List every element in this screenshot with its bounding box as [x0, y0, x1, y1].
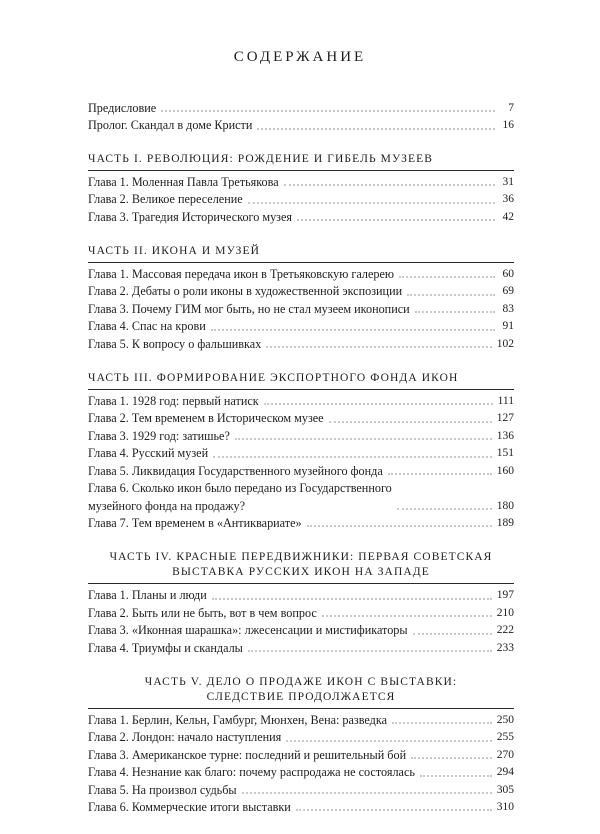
- toc-entry-page: 270: [496, 748, 514, 761]
- part-title[interactable]: ЧАСТЬ II. ИКОНА И МУЗЕЙ: [88, 244, 514, 263]
- dot-leader: [248, 650, 492, 652]
- toc-entry-page: 305: [496, 783, 514, 796]
- toc-intro-section: [88, 100, 514, 135]
- toc-entry-prologue[interactable]: [88, 117, 514, 134]
- toc-entry-label: Глава 6. Сколько икон было передано из Государственного музейного фонда на продажу?: [88, 481, 392, 513]
- toc-entry[interactable]: [88, 283, 514, 300]
- toc-entry-label: Глава 1. Моленная Павла Третьякова: [88, 174, 279, 189]
- toc-entry[interactable]: [88, 640, 514, 657]
- toc-entry-page: 197: [496, 589, 514, 602]
- toc-entry-label: Глава 1. 1928 год: первый натиск: [88, 394, 259, 409]
- toc-entry-page: 31: [502, 175, 514, 188]
- toc-entry-label: Пролог. Скандал в доме Кристи: [88, 118, 253, 133]
- toc-part-1: [88, 152, 514, 226]
- toc-entry[interactable]: [88, 463, 514, 480]
- toc-entry-label: Глава 4. Русский музей: [88, 446, 209, 461]
- toc-entry-label: Глава 3. Трагедия Исторического музея: [88, 209, 293, 224]
- dot-leader: [392, 722, 492, 724]
- toc-entry[interactable]: [88, 622, 514, 639]
- toc-entry-label: Глава 3. Американское турне: последний и решительный бой: [88, 747, 407, 762]
- toc-entry[interactable]: [88, 393, 514, 410]
- dot-leader: [420, 775, 492, 777]
- toc-entry-label: Глава 2. Тем временем в Историческом музее: [88, 411, 324, 426]
- dot-leader: [411, 757, 492, 759]
- toc-entry-label: Глава 7. Тем временем в «Антиквариате»: [88, 515, 302, 530]
- page-title: содержание: [233, 42, 367, 66]
- toc-entry-label: Глава 2. Великое переселение: [88, 192, 243, 207]
- toc-entry-label: Глава 1. Планы и люди: [88, 588, 207, 603]
- toc-entry-page: 210: [496, 606, 514, 619]
- toc-entry-page: 42: [502, 210, 514, 223]
- toc-entry-label: Глава 1. Берлин, Кельн, Гамбург, Мюнхен, Вена: разведка: [88, 712, 388, 727]
- toc-entry-page: 180: [496, 499, 514, 512]
- toc-entry-page: 16: [502, 119, 514, 132]
- dot-leader: [388, 473, 492, 475]
- toc-entry[interactable]: [88, 747, 514, 764]
- dot-leader: [248, 202, 495, 204]
- dot-leader: [211, 329, 495, 331]
- dot-leader: [407, 294, 495, 296]
- dot-leader: [296, 809, 492, 811]
- toc-entry-label: Глава 3. Почему ГИМ мог быть, но не стал музеем иконописи: [88, 301, 410, 316]
- toc-entry-label: Глава 2. Лондон: начало наступления: [88, 730, 282, 745]
- toc-entry[interactable]: [88, 587, 514, 604]
- toc-entry-label: Глава 5. Ликвидация Государственного музейного фонда: [88, 463, 383, 478]
- toc-entry-page: 91: [502, 320, 514, 333]
- toc-entry-page: 7: [508, 102, 514, 114]
- dot-leader: [161, 110, 495, 112]
- toc-entry[interactable]: [88, 428, 514, 445]
- toc-entry[interactable]: [88, 191, 514, 208]
- dot-leader: [399, 276, 495, 278]
- part-title[interactable]: ЧАСТЬ IV. КРАСНЫЕ ПЕРЕДВИЖНИКИ: ПЕРВАЯ СОВЕТСКАЯ ВЫСТАВКА РУССКИХ ИКОН НА ЗАПАДЕ: [88, 550, 514, 584]
- part-title[interactable]: ЧАСТЬ V. ДЕЛО О ПРОДАЖЕ ИКОН С ВЫСТАВКИ: СЛЕДСТВИЕ ПРОДОЛЖАЕТСЯ: [88, 675, 514, 709]
- toc-entry-page: 189: [496, 516, 514, 529]
- dot-leader: [257, 128, 495, 130]
- part-title[interactable]: ЧАСТЬ III. ФОРМИРОВАНИЕ ЭКСПОРТНОГО ФОНДА ИКОН: [88, 371, 514, 390]
- toc-entry[interactable]: [88, 799, 514, 816]
- toc-entry[interactable]: [88, 209, 514, 226]
- toc-entry[interactable]: [88, 515, 514, 532]
- toc-part-2: [88, 244, 514, 353]
- toc-entry-page: 83: [502, 302, 514, 315]
- toc-entry[interactable]: [88, 480, 514, 515]
- toc-entry[interactable]: [88, 764, 514, 781]
- toc-entry[interactable]: [88, 782, 514, 799]
- table-of-contents: [88, 100, 514, 834]
- toc-entry-page: 222: [496, 624, 514, 637]
- toc-entry-page: 151: [496, 447, 514, 460]
- toc-part-3: [88, 371, 514, 532]
- toc-entry-label: Глава 5. На произвол судьбы: [88, 782, 237, 797]
- dot-leader: [413, 633, 492, 635]
- dot-leader: [397, 508, 492, 510]
- toc-entry[interactable]: [88, 445, 514, 462]
- dot-leader: [322, 615, 492, 617]
- toc-entry-label: Глава 4. Незнание как благо: почему распродажа не состоялась: [88, 765, 415, 780]
- toc-entry-page: 255: [496, 731, 514, 744]
- toc-entry-page: 160: [496, 464, 514, 477]
- toc-entry-label: Глава 3. «Иконная шарашка»: лжесенсации и мистификаторы: [88, 623, 408, 638]
- toc-entry-preface[interactable]: [88, 100, 514, 117]
- dot-leader: [264, 403, 493, 405]
- toc-entry-page: 294: [496, 766, 514, 779]
- dot-leader: [242, 792, 492, 794]
- toc-entry-label: Глава 6. Коммерческие итоги выставки: [88, 799, 291, 814]
- toc-entry-page: 102: [496, 337, 514, 350]
- toc-entry-label: Глава 2. Дебаты о роли иконы в художественной экспозиции: [88, 284, 403, 299]
- toc-part-4: [88, 550, 514, 657]
- toc-entry[interactable]: [88, 605, 514, 622]
- toc-entry-page: 233: [496, 641, 514, 654]
- dot-leader: [329, 421, 492, 423]
- toc-entry-label: Глава 4. Спас на крови: [88, 319, 206, 334]
- dot-leader: [415, 311, 495, 313]
- toc-entry-label: Предисловие: [88, 101, 157, 115]
- dot-leader: [286, 740, 491, 742]
- toc-entry[interactable]: [88, 729, 514, 746]
- toc-entry-label: Глава 5. К вопросу о фальшивках: [88, 336, 262, 351]
- dot-leader: [297, 219, 495, 221]
- dot-leader: [213, 456, 492, 458]
- toc-entry-page: 310: [496, 800, 514, 813]
- toc-entry-page: 111: [497, 395, 514, 408]
- toc-entry[interactable]: [88, 174, 514, 191]
- toc-entry-page: 136: [496, 429, 514, 442]
- toc-entry[interactable]: [88, 336, 514, 353]
- toc-entry-label: Глава 3. 1929 год: затишье?: [88, 428, 230, 443]
- dot-leader: [307, 525, 492, 527]
- toc-entry-page: 250: [496, 713, 514, 726]
- part-title[interactable]: ЧАСТЬ I. РЕВОЛЮЦИЯ: РОЖДЕНИЕ И ГИБЕЛЬ МУЗЕЕВ: [88, 152, 514, 171]
- toc-entry-page: 60: [502, 268, 514, 281]
- toc-entry-label: Глава 4. Триумфы и скандалы: [88, 640, 243, 655]
- toc-entry-page: 69: [502, 285, 514, 298]
- dot-leader: [284, 184, 495, 186]
- toc-entry-page: 127: [496, 412, 514, 425]
- dot-leader: [235, 438, 492, 440]
- dot-leader: [212, 598, 492, 600]
- toc-entry[interactable]: [88, 266, 514, 283]
- toc-entry[interactable]: [88, 712, 514, 729]
- toc-entry[interactable]: [88, 410, 514, 427]
- toc-entry[interactable]: [88, 318, 514, 335]
- toc-part-5: [88, 675, 514, 816]
- toc-entry[interactable]: [88, 301, 514, 318]
- toc-entry-label: Глава 2. Быть или не быть, вот в чем вопрос: [88, 605, 317, 620]
- toc-entry-label: Глава 1. Массовая передача икон в Третьяковскую галерею: [88, 267, 395, 282]
- toc-entry-page: 36: [502, 193, 514, 206]
- dot-leader: [266, 346, 491, 348]
